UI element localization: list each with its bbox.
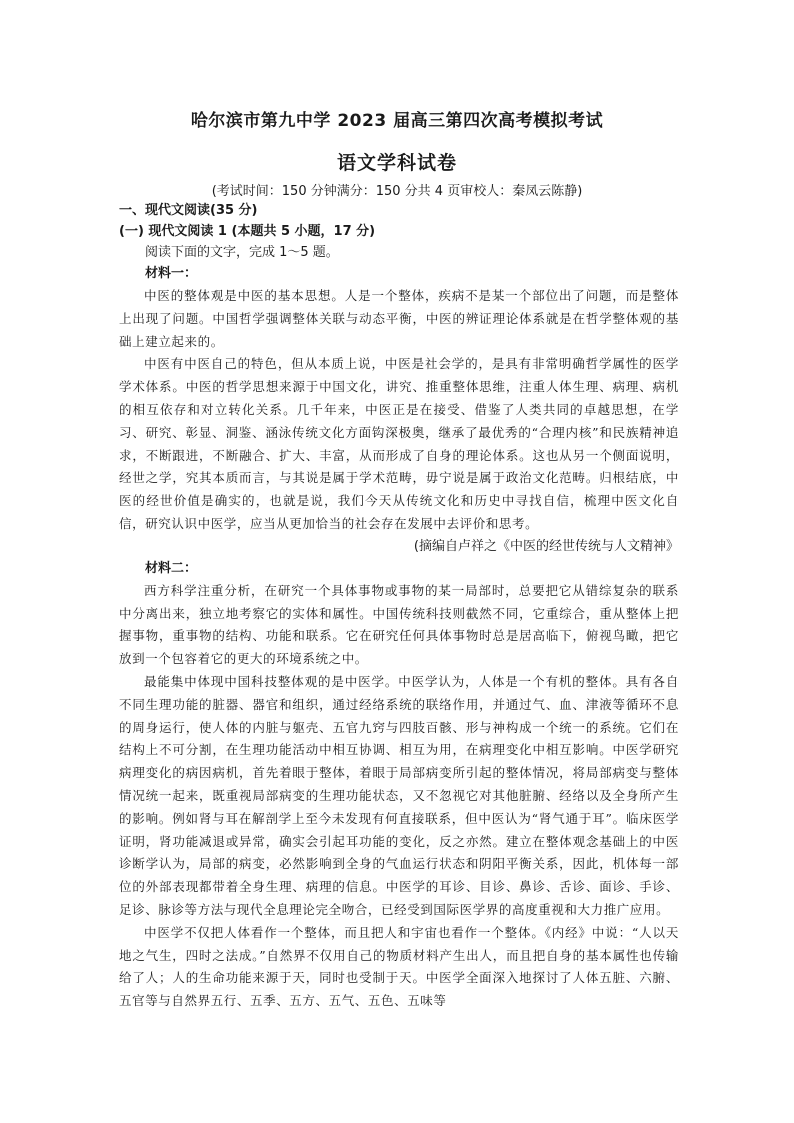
subsection-heading: (一) 现代文阅读 1 (本题共 5 小题，17 分) — [119, 224, 376, 239]
material-2-label: 材料二： — [145, 560, 198, 576]
material-1-paragraph-1: 中医的整体观是中医的基本思想。人是一个整体，疾病不是某一个部位出了问题，而是整体上出现了问题。中国哲学强调整体关联与动态平衡，中医的辨证理论体系就是在哲学整体观的基础上建立起来的。 — [119, 288, 679, 349]
material-2-paragraph-2: 最能集中体现中国科技整体观的是中医学。中医学认为，人体是一个有机的整体。具有各自不同生理功能的脏器、器官和组织，通过经络系统的联络作用，并通过气、血、津液等循环不息的周身运行，使人体的内脏与躯壳、五官九窍与四肢百骸、形与神构成一个统一的系统。它们在结构上不可分割，在生理功能活动中相互协调、相互为用，在病理变化中相互影响。中医学研究病理变化的病因病机，首先着眼于整体，着眼于局部病变所引起的整体情况，将局部病变与整体情况统一起来，既重视局部病变的生理功能状态，又不忽视它对其他脏腑、经络以及全身所产生的影响。例如肾与耳在解剖学上至今未发现有何直接联系，但中医认为“肾气通于耳”。临床医学证明，肾功能减退或异常，确实会引起耳功能的变化，反之亦然。建立在整体观念基础上的中医诊断学认为，局部的病变，必然影响到全身的气血运行状态和阴阳平衡关系，因此，机体每一部位的外部表现都带着全身生理、病理的信息。中医学的耳诊、目诊、鼻诊、舌诊、面诊、手诊、足诊、脉诊等方法与现代全息理论完全吻合，已经受到国际医学界的高度重视和大力推广应用。 — [119, 673, 679, 917]
exam-meta-info: (考试时间：150 分钟满分：150 分共 4 页审校人：秦凤云陈静) — [211, 184, 583, 199]
exam-content — [119, 200, 679, 1013]
exam-title: 哈尔滨市第九中学 2023 届高三第四次高考模拟考试 — [190, 111, 604, 131]
material-2-paragraph-1: 西方科学注重分析，在研究一个具体事物或事物的某一局部时，总要把它从错综复杂的联系中分离出来，独立地考察它的实体和属性。中国传统科技则截然不同，它重综合，重从整体上把握事物，重事物的结构、功能和联系。它在研究任何具体事物时总是居高临下，俯视鸟瞰，把它放到一个包容着它的更大的环境系统之中。 — [119, 582, 679, 667]
material-1-source: (摘编自卢祥之《中医的经世传统与人文精神》 — [413, 538, 679, 554]
section-heading: 一、现代文阅读(35 分) — [119, 203, 258, 218]
material-1-paragraph-2: 中医有中医自己的特色，但从本质上说，中医是社会学的，是具有非常明确哲学属性的医学学术体系。中医的哲学思想来源于中国文化，讲究、推重整体思维，注重人体生理、病理、病机的相互依存和对立转化关系。几千年来，中医正是在接受、借鉴了人类共同的卓越思想，在学习、研究、彰显、洞鉴、涵泳传统文化方面钩深极奥，继承了最优秀的“合理内核”和民族精神追求，不断跟进，不断融合、扩大、丰富，从而形成了自身的理论体系。这也从另一个侧面说明，经世之学，究其本质而言，与其说是属于学术范畴，毋宁说是属于政治文化范畴。归根结底，中医的经世价值是确实的，也就是说，我们今天从传统文化和历史中寻找自信，梳理中医文化自信，研究认识中医学，应当从更加恰当的社会存在发展中去评价和思考。 — [119, 356, 679, 531]
material-1-label: 材料一： — [145, 266, 198, 281]
reading-instruction: 阅读下面的文字，完成 1～5 题。 — [145, 245, 339, 260]
subject-title: 语文学科试卷 — [336, 152, 457, 174]
material-2-paragraph-3: 中医学不仅把人体看作一个整体，而且把人和宇宙也看作一个整体。《内经》中说：“人以天地之气生，四时之法成。”自然界不仅用自己的物质材料产生出人，而且把自身的基本属性也传输给了人；人的生命功能来源于天，同时也受制于天。中医学全面深入地探讨了人体五脏、六腑、五官等与自然界五行、五季、五方、五气、五色、五味等 — [119, 924, 679, 1009]
